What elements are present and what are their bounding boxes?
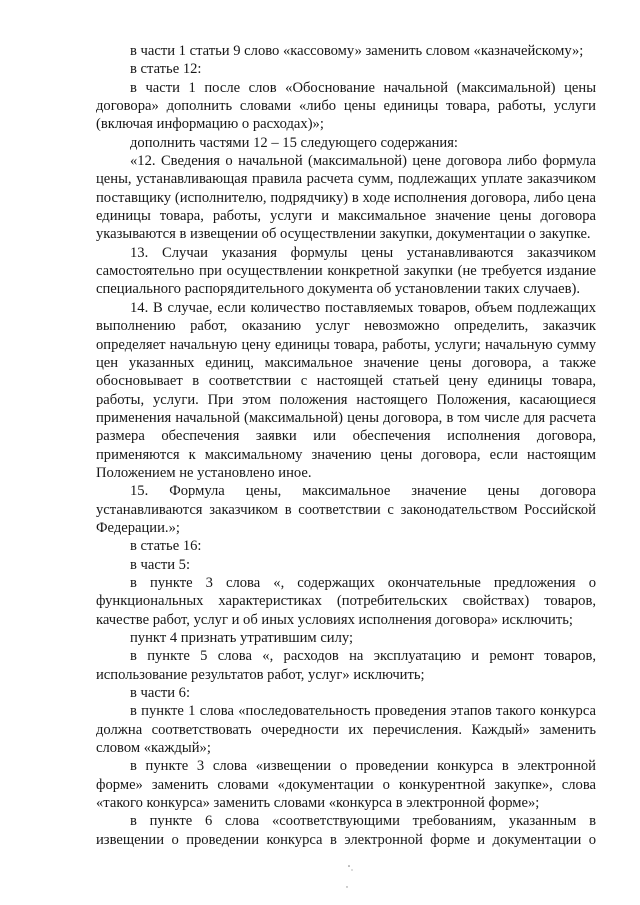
paragraph-17: в пункте 6 слова «соответствующими требованиям, указанным в извещении о проведении конкурса в электронной форме и документации о [96,813,596,848]
scan-speck [348,865,350,867]
paragraph-13: в пункте 5 слова «, расходов на эксплуатацию и ремонт товаров, использование результатов работ, услуг» исключить; [96,648,596,683]
paragraph-4: дополнить частями 12 – 15 следующего содержания: [130,134,458,151]
scan-speck [351,869,352,870]
paragraph-8: 15. Формула цены, максимальное значение цены договора устанавливаются заказчиком в соответствии с законодательством Российской Федерации.»; [96,483,596,536]
paragraph-7: 14. В случае, если количество поставляемых товаров, объем подлежащих выполнению работ, оказанию услуг невозможно определить, заказчик определяет начальную цену единицы товара, работы, услуги; начальную сумму цен указанных единиц, максимальное значение цены договора, а также обосновывает в соответствии с настоящей статьей цену единицы товара, работы, услуги. При этом положения настоящего Положения, касающиеся применения начальной (максимальной) цены договора, в том числе для расчета размера обеспечения заявки или обеспечения исполнения договора, применяются к максимальному значению цены договора, если настоящим Положением не установлено иное. [96,299,596,481]
paragraph-16: в пункте 3 слова «извещении о проведении конкурса в электронной форме» заменить словами «документации о конкурентной закупке», слова «такого конкурса» заменить словами «конкурса в электронной форме»; [96,758,596,812]
paragraph-6: 13. Случаи указания формулы цены устанавливаются заказчиком самостоятельно при осуществлении конкретной закупки (не требуется издание специального распорядительного документа об установлении таких случаев). [96,244,596,298]
paragraph-10: в части 5: [130,556,191,573]
paragraph-2: в статье 12: [130,61,202,78]
paragraph-3: в части 1 после слов «Обоснование начальной (максимальной) цены договора» дополнить словами «либо цены единицы товара, работы, услуги (включая информацию о расходах)»; [96,79,596,133]
paragraph-5: «12. Сведения о начальной (максимальной) цене договора либо формула цены, устанавливающая правила расчета сумм, подлежащих уплате заказчиком поставщику (исполнителю, подрядчику) в ходе исполнения договора, либо цена единицы товара, работы, услуги и максимальное значение цены договора указываются в извещении об осуществлении закупки, документации о закупке. [96,153,596,243]
paragraph-1: в части 1 статьи 9 слово «кассовому» заменить словом «казначейскому»; [130,43,584,59]
paragraph-12: пункт 4 признать утратившим силу; [130,630,354,646]
paragraph-15: в пункте 1 слова «последовательность проведения этапов такого конкурса должна соответствовать очередности их перечисления. Каждый» заменить словом «каждый»; [96,703,596,757]
paragraph-9: в статье 16: [130,538,202,555]
paragraph-11: в пункте 3 слова «, содержащих окончательные предложения о функциональных характеристиках (потребительских свойствах) товаров, качестве работ, услуг и об иных условиях исполнения договора» исключить; [96,574,596,628]
scan-speck [346,886,347,887]
paragraph-14: в части 6: [130,685,191,702]
